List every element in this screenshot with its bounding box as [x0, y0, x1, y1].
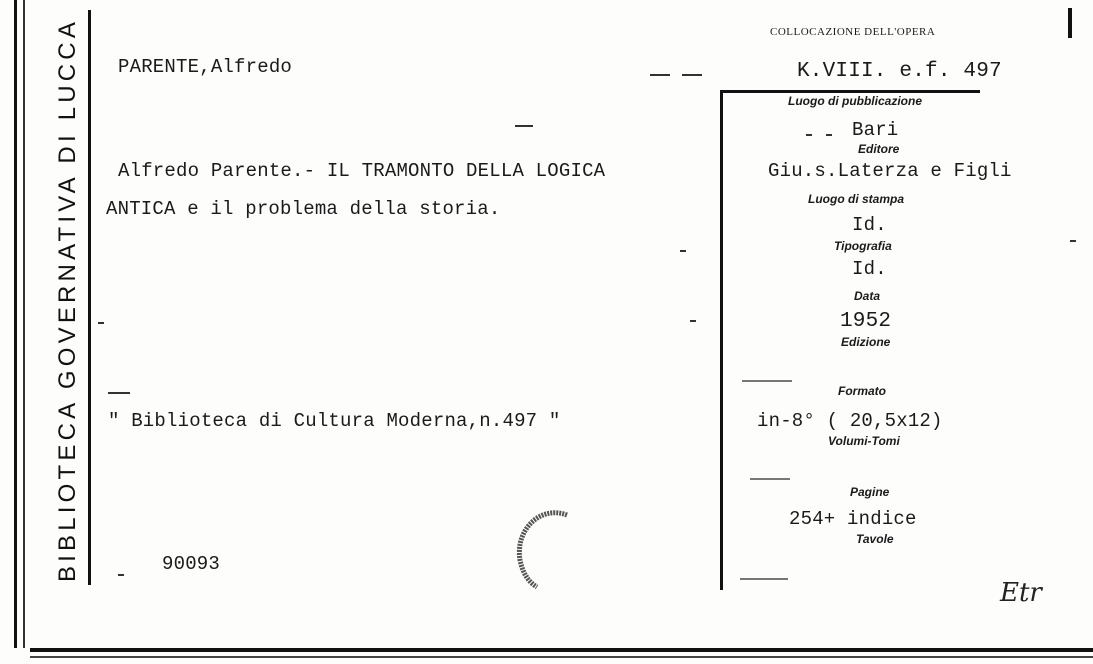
luogo-stampa-label: Luogo di stampa [808, 192, 904, 206]
title-line-2: ANTICA e il problema della storia. [106, 198, 501, 220]
edizione-label: Edizione [841, 335, 891, 349]
tavole-label: Tavole [856, 532, 894, 546]
shelfmark: K.VIII. e.f. 497 [797, 60, 1002, 83]
pagine-value: 254+ indice [789, 508, 917, 530]
speck [108, 392, 130, 394]
speck [690, 320, 696, 322]
right-box-vertical-line [720, 90, 723, 590]
bottom-border-line [30, 648, 1093, 652]
band-divider-line [88, 10, 91, 585]
speck [98, 322, 104, 324]
inventory-number: 90093 [162, 553, 221, 575]
pagine-label: Pagine [850, 485, 890, 499]
left-border-line-inner [23, 0, 25, 648]
formato-label: Formato [838, 384, 886, 398]
library-band-text: BIBLIOTECA GOVERNATIVA DI LUCCA [54, 17, 81, 583]
left-border-line [14, 0, 17, 648]
luogo-pubblicazione-label: Luogo di pubblicazione [788, 94, 922, 108]
speck [680, 250, 686, 252]
luogo-pubblicazione-value: Bari [852, 119, 899, 141]
speck [750, 478, 790, 480]
speck [118, 574, 124, 576]
editore-label: Editore [858, 142, 900, 156]
dash-mark [682, 74, 702, 76]
series-statement: " Biblioteca di Cultura Moderna,n.497 " [108, 410, 561, 432]
collocazione-label: COLLOCAZIONE DELL'OPERA [770, 26, 936, 38]
speck [742, 380, 792, 382]
speck [515, 125, 533, 127]
dash-mark [650, 74, 670, 76]
volumi-label: Volumi-Tomi [828, 434, 900, 448]
speck [740, 578, 788, 580]
right-box-top-line [722, 90, 980, 93]
top-right-mark [1068, 8, 1072, 38]
tipografia-value: Id. [852, 258, 887, 280]
author-heading: PARENTE,Alfredo [118, 56, 293, 78]
speck [806, 134, 812, 136]
formato-value: in-8° ( 20,5x12) [757, 410, 943, 432]
stamp-curve-mark [505, 505, 585, 590]
tipografia-label: Tipografia [834, 239, 892, 253]
bottom-border-line-2 [30, 656, 1093, 658]
luogo-stampa-value: Id. [852, 214, 887, 236]
speck [826, 134, 832, 136]
speck [1070, 240, 1076, 242]
title-line-1: Alfredo Parente.- IL TRAMONTO DELLA LOGICA [118, 160, 606, 182]
handwritten-annotation: Etr [1000, 578, 1042, 608]
data-value: 1952 [840, 310, 892, 333]
data-label: Data [854, 289, 881, 303]
editore-value: Giu.s.Laterza e Figli [768, 160, 1012, 182]
